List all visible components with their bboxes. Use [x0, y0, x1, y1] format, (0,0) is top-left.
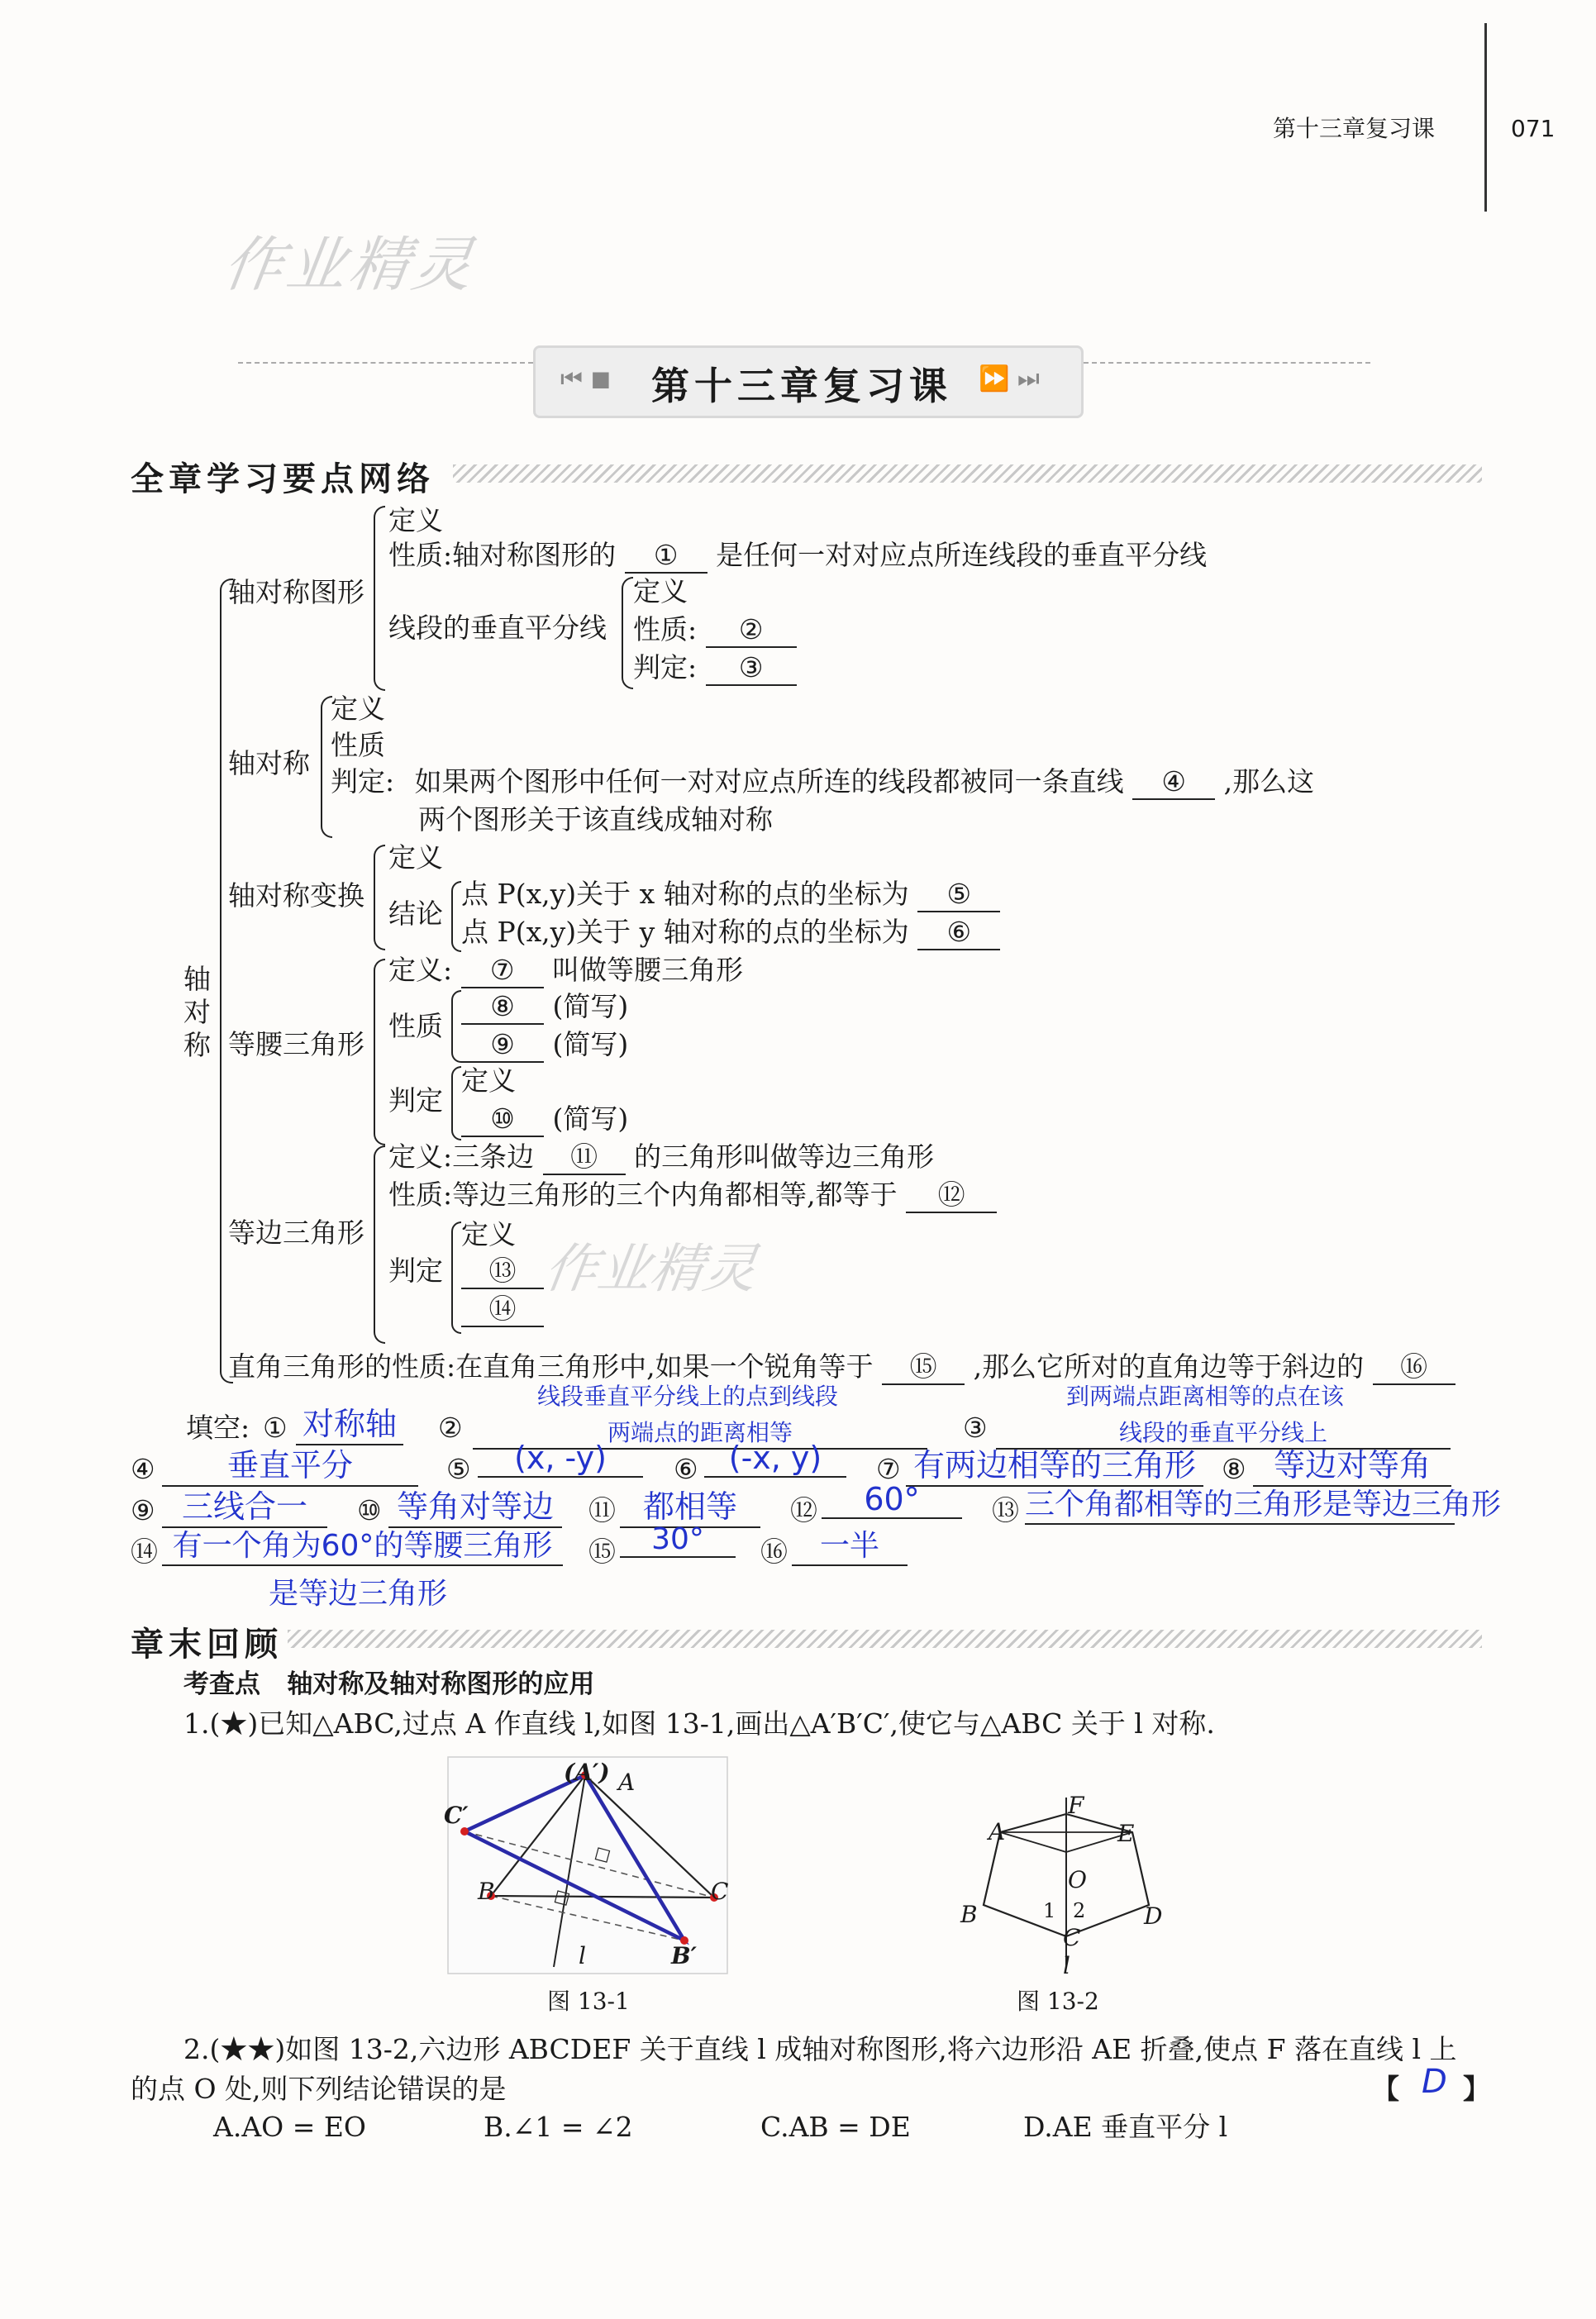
equilateral-property: 性质:等边三角形的三个内角都相等,都等于: [388, 1179, 898, 1211]
brace-axis-figure: [374, 506, 385, 691]
blank-16: ⑯: [1373, 1350, 1455, 1385]
fig2-label-angle2: 2: [1073, 1899, 1086, 1922]
axis-sym-definition: 定义: [331, 693, 385, 725]
answer-num-9: ⑨: [131, 1494, 155, 1526]
answer-8: 等边对等角: [1253, 1440, 1451, 1487]
transform-x-text: 点 P(x,y)关于 x 轴对称的点的坐标为: [461, 878, 909, 910]
rewind-icon: ⏮ ◼: [560, 364, 612, 393]
branch-equilateral: 等边三角形: [228, 1217, 364, 1249]
answer-3-line1: 到两端点距离相等的点在该: [1066, 1383, 1345, 1410]
running-header-chapter: 第十三章复习课: [1273, 115, 1436, 142]
chapter-title: 第十三章复习课: [651, 364, 952, 408]
axis-sym-judge-label: 判定:: [331, 765, 395, 798]
axis-figure-property-suffix: 是任何一对对应点所连线段的垂直平分线: [716, 539, 1208, 571]
fig1-caption: 图 13-1: [547, 1988, 630, 2015]
answer-num-1: ①: [263, 1412, 288, 1444]
answer-10: 等角对等边: [388, 1481, 562, 1528]
blank-5: ⑤: [917, 878, 1000, 912]
answers-label: 填空:: [186, 1412, 250, 1444]
answer-num-5: ⑤: [446, 1453, 471, 1485]
blank-8: ⑧: [461, 990, 544, 1025]
answer-14-line1: 有一个角为60°的等腰三角形: [162, 1522, 563, 1566]
fig2-label-b: B: [960, 1901, 978, 1928]
axis-sym-judge-suffix: ,那么这: [1223, 765, 1315, 798]
option-a: A.AO = EO: [213, 2111, 366, 2143]
right-triangle-mid: ,那么它所对的直角边等于斜边的: [973, 1350, 1365, 1383]
fig2-label-a: A: [989, 1818, 1006, 1845]
blank-11: ⑪: [543, 1140, 626, 1175]
answer-num-13: ⑬: [992, 1494, 1019, 1526]
answer-num-14: ⑭: [131, 1536, 158, 1568]
brace-equilateral: [374, 1145, 385, 1344]
figure-13-2: [950, 1798, 1174, 1975]
brace-equi-judge: [451, 1221, 461, 1334]
fig2-label-l: l: [1063, 1952, 1070, 1979]
watermark-inline: 作业精灵: [540, 1239, 761, 1300]
title-banner: [533, 345, 1084, 418]
topic-heading: 考查点 轴对称及轴对称图形的应用: [183, 1669, 595, 1699]
section2-hatch: [288, 1630, 1482, 1648]
fig1-label-cprime: C′: [444, 1802, 469, 1829]
fig2-caption: 图 13-2: [1017, 1988, 1099, 2015]
fig2-label-e: E: [1117, 1820, 1135, 1847]
question-2-line2: 的点 O 处,则下列结论错误的是: [131, 2073, 507, 2105]
perp-bisector-label: 线段的垂直平分线: [388, 612, 607, 644]
fig1-label-b: B: [478, 1878, 495, 1905]
answer-9: 三线合一: [162, 1481, 327, 1528]
answer-num-16: ⑯: [760, 1536, 788, 1568]
watermark-logo: 作业精灵: [219, 230, 481, 299]
question-1: 1.(★)已知△ABC,过点 A 作直线 l,如图 13-1,画出△A′B′C′,使它与△ABC 关于 l 对称.: [183, 1707, 1215, 1740]
fig2-label-d: D: [1144, 1902, 1163, 1930]
option-b: B.∠1 = ∠2: [484, 2111, 633, 2143]
brace-transform: [374, 845, 385, 950]
transform-definition: 定义: [388, 841, 443, 874]
section-hatch: [453, 464, 1482, 483]
brace-iso-judge: [451, 1066, 461, 1140]
blank-2: ②: [706, 613, 797, 648]
blank-12: ⑫: [906, 1179, 997, 1213]
question-2-answer: D: [1422, 2063, 1447, 2101]
pb-property: 性质:: [633, 613, 698, 645]
option-c: C.AB = DE: [760, 2111, 911, 2143]
blank-13: ⑬: [461, 1255, 544, 1289]
fig1-label-bprime: B′: [671, 1942, 698, 1969]
answer-13: 三个角都相等的三角形是等边三角形: [1025, 1481, 1455, 1525]
equilateral-judge: 判定: [388, 1255, 443, 1287]
blank-1: ①: [625, 539, 707, 574]
abbrev-10: (简写): [552, 1102, 629, 1135]
isosceles-def-suffix: 叫做等腰三角形: [552, 954, 744, 986]
brace-perp-bisector: [622, 577, 633, 689]
transform-conclusion: 结论: [388, 898, 443, 930]
abbrev-9: (简写): [552, 1028, 629, 1060]
answer-2-line2: 两端点的距离相等: [473, 1415, 927, 1450]
root-brace: [220, 579, 233, 1383]
isosceles-property: 性质: [388, 1010, 443, 1042]
answer-4: 垂直平分: [162, 1440, 418, 1487]
equilateral-def: 定义:三条边: [388, 1140, 535, 1173]
branch-axis-figure: 轴对称图形: [228, 576, 364, 608]
header-divider: [1484, 23, 1487, 212]
answer-1: 对称轴: [296, 1398, 403, 1445]
answer-num-8: ⑧: [1222, 1453, 1246, 1485]
answer-num-7: ⑦: [876, 1453, 901, 1485]
blank-4: ④: [1132, 765, 1215, 800]
fig1-label-aprime: (A′): [564, 1759, 610, 1786]
fast-forward-icon: ⏩ ⏭: [979, 364, 1040, 393]
answer-bracket-open: 【: [1372, 2073, 1399, 2105]
fig2-label-c: C: [1063, 1924, 1081, 1951]
section-heading-network: 全章学习要点网络: [131, 460, 435, 498]
root-label: 轴对称: [183, 963, 211, 1061]
blank-3: ③: [706, 651, 797, 686]
brace-conclusion: [451, 881, 461, 952]
fig2-line-ao: [1000, 1832, 1066, 1852]
answer-bracket-close: 】: [1463, 2073, 1490, 2105]
answer-2-line1: 线段垂直平分线上的点到线段: [537, 1383, 839, 1410]
answer-num-12: ⑫: [790, 1494, 817, 1526]
answer-num-11: ⑪: [588, 1494, 616, 1526]
axis-sym-property: 性质: [331, 729, 385, 761]
section-heading-review: 章末回顾: [131, 1625, 283, 1664]
brace-iso-property: [451, 990, 461, 1063]
answer-11: 都相等: [620, 1481, 760, 1528]
fig1-label-c: C: [711, 1878, 729, 1905]
answer-14-line2: 是等边三角形: [269, 1577, 448, 1611]
question-2-line1: 2.(★★)如图 13-2,六边形 ABCDEF 关于直线 l 成轴对称图形,将六边形沿 AE 折叠,使点 F 落在直线 l 上: [183, 2033, 1457, 2065]
blank-6: ⑥: [917, 916, 1000, 950]
answer-num-3: ③: [963, 1412, 988, 1444]
brace-isosceles: [374, 959, 385, 1145]
answer-num-15: ⑮: [588, 1536, 616, 1568]
branch-axis-symmetry: 轴对称: [228, 747, 310, 779]
figure-13-1: [446, 1750, 752, 1990]
blank-7: ⑦: [461, 954, 544, 988]
blank-14: ⑭: [461, 1293, 544, 1327]
blank-15: ⑮: [882, 1350, 965, 1385]
fig2-label-angle1: 1: [1043, 1899, 1056, 1922]
isosceles-def-label: 定义:: [388, 954, 453, 986]
isosceles-judge-def: 定义: [461, 1064, 516, 1097]
answer-num-6: ⑥: [674, 1453, 698, 1485]
equilateral-def-suffix: 的三角形叫做等边三角形: [634, 1140, 935, 1173]
answer-16: 一半: [792, 1522, 908, 1566]
axis-figure-property: 性质:轴对称图形的: [388, 539, 617, 571]
branch-transform: 轴对称变换: [228, 879, 364, 912]
fig1-label-a: A: [618, 1769, 636, 1796]
answer-7: 有两边相等的三角形: [906, 1440, 1203, 1487]
isosceles-judge: 判定: [388, 1084, 443, 1117]
answer-num-2: ②: [438, 1412, 463, 1444]
blank-9: ⑨: [461, 1028, 544, 1063]
fig2-line-ed: [1132, 1832, 1149, 1905]
fig2-label-o: O: [1068, 1866, 1087, 1893]
branch-isosceles: 等腰三角形: [228, 1028, 364, 1060]
answer-5: (x, -y): [478, 1440, 643, 1478]
blank-10: ⑩: [461, 1102, 544, 1137]
answer-num-4: ④: [131, 1453, 155, 1485]
answer-12: 60°: [822, 1481, 962, 1519]
axis-figure-definition: 定义: [388, 504, 443, 536]
abbrev-8: (简写): [552, 990, 629, 1022]
option-d: D.AE 垂直平分 l: [1023, 2111, 1228, 2143]
page-number: 071: [1511, 115, 1556, 142]
transform-y-text: 点 P(x,y)关于 y 轴对称的点的坐标为: [461, 916, 909, 948]
answer-15: 30°: [620, 1522, 736, 1558]
axis-sym-judge-line2: 两个图形关于该直线成轴对称: [418, 803, 773, 836]
fig2-label-f: F: [1068, 1792, 1084, 1819]
pb-definition: 定义: [633, 575, 688, 607]
axis-sym-judge-text: 如果两个图形中任何一对对应点所连的线段都被同一条直线: [414, 765, 1124, 798]
answer-3-line2: 线段的垂直平分线上: [996, 1415, 1451, 1450]
pb-judge: 判定:: [633, 651, 698, 683]
answer-6: (-x, y): [704, 1440, 846, 1478]
fig1-label-l: l: [579, 1942, 586, 1969]
answer-num-10: ⑩: [357, 1494, 382, 1526]
right-triangle-property: 直角三角形的性质:在直角三角形中,如果一个锐角等于: [228, 1350, 874, 1383]
equilateral-judge-def: 定义: [461, 1218, 516, 1250]
